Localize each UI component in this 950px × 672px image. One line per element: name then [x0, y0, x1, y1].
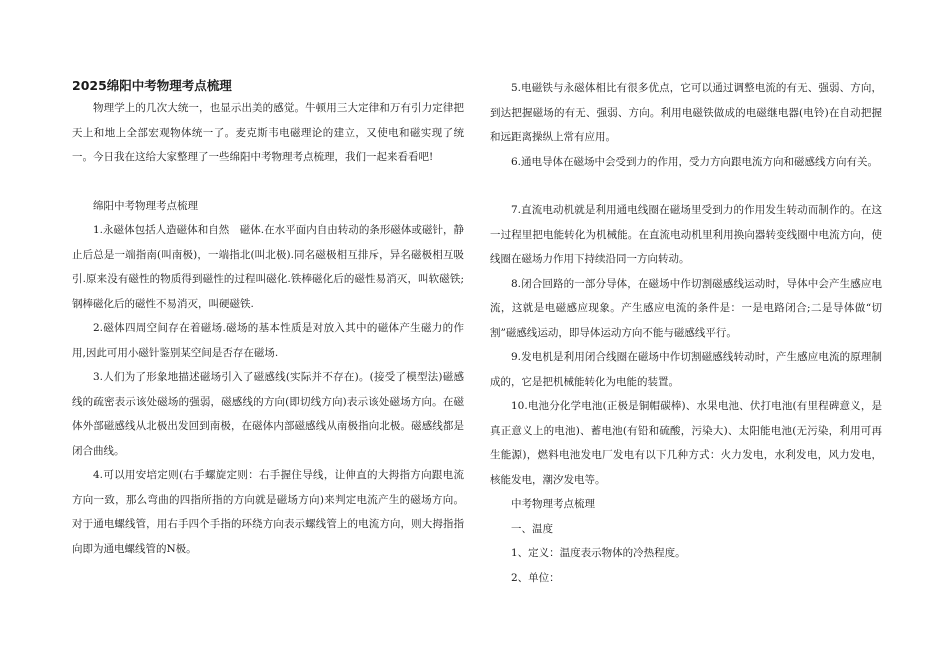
paragraph-8: 8.闭合回路的一部分导体，在磁场中作切割磁感线运动时，导体中会产生感应电流，这就是电磁感应现象。产生感应电流的条件是：一是电路闭合;二是导体做“切割”磁感线运动，即导体运动方向不能与磁感线平行。	[490, 277, 882, 339]
section-heading-2: 中考物理考点梳理	[511, 498, 595, 510]
paragraph-7: 7.直流电动机就是利用通电线圈在磁场里受到力的作用发生转动而制作的。在这一过程里把电能转化为机械能。在直流电动机里利用换向器转变线圈中电流方向，使线圈在磁场力作用下持续沿同一方向转动。	[490, 204, 882, 265]
paragraph-4: 4.可以用安培定则(右手螺旋定则：右手握住导线，让伸直的大拇指方向跟电流方向一致，那么弯曲的四指所指的方向就是磁场方向)来判定电流产生的磁场方向。对于通电螺线管，用右手四个手指的环绕方向表示螺线管上的电流方向，则大拇指指向即为通电螺线管的N极。	[72, 469, 464, 555]
subsection-heading: 一、温度	[511, 522, 553, 535]
spacer	[490, 174, 882, 198]
right-column	[490, 76, 882, 590]
paragraph-9: 9.发电机是利用闭合线圈在磁场中作切割磁感线转动时，产生感应电流的原理制成的，它是把机械能转化为电能的装置。	[490, 351, 882, 388]
paragraph-1: 1.永磁体包括人造磁体和自然 磁体.在水平面内自由转动的条形磁体或磁针，静止后总是一端指南(叫南极)，一端指北(叫北极).同名磁极相互排斥，异名磁极相互吸引.原来没有磁性的物质得到磁性的过程叫磁化.铁棒磁化后的磁性易消灭，叫软磁铁;钢棒磁化后的磁性不易消灭，叫硬磁铁.	[72, 224, 464, 310]
section-heading: 绵阳中考物理考点梳理	[93, 199, 198, 212]
paragraph-5: 5.电磁铁与永磁体相比有很多优点，它可以通过调整电流的有无、强弱、方向，到达把握磁场的有无、强弱、方向。利用电磁铁做成的电磁继电器(电铃)在自动把握和远距离操纵上常有应用。	[490, 82, 882, 143]
paragraph-3: 3.人们为了形象地描述磁场引入了磁感线(实际并不存在)。(接受了模型法)磁感线的疏密表示该处磁场的强弱，磁感线的方向(即切线方向)表示该处磁场方向。在磁体外部磁感线从北极出发回到南极，在磁体内部磁感线从南极指向北极。磁感线都是闭合曲线。	[72, 371, 464, 457]
unit-line: 2、单位：	[511, 571, 560, 584]
intro-paragraph: 物理学上的几次大统一，也显示出美的感觉。牛顿用三大定律和万有引力定律把天上和地上全部宏观物体统一了。麦克斯韦电磁理论的建立，又使电和磁实现了统一。今日我在这给大家整理了一些绵阳中考物理考点梳理，我们一起来看看吧!	[72, 102, 464, 163]
left-column	[72, 76, 464, 561]
paragraph-2: 2.磁体四周空间存在着磁场.磁场的基本性质是对放入其中的磁体产生磁力的作用,因此可用小磁针鉴别某空间是否存在磁场.	[72, 322, 464, 359]
spacer	[72, 170, 464, 194]
paragraph-10: 10.电池分化学电池(正极是铜帽碳棒)、水果电池、伏打电池(有里程碑意义，是真正意义上的电池)、蓄电池(有铅和硫酸，污染大)、太阳能电池(无污染，利用可再生能源)，燃料电池发电厂发电有以下几种方式：火力发电，水利发电，风力发电，核能发电，潮汐发电等。	[490, 400, 882, 486]
document-title: 2025绵阳中考物理考点梳理	[72, 78, 232, 93]
paragraph-6: 6.通电导体在磁场中会受到力的作用，受力方向跟电流方向和磁感线方向有关。	[511, 155, 879, 168]
definition-line: 1、定义：温度表示物体的冷热程度。	[511, 547, 686, 559]
